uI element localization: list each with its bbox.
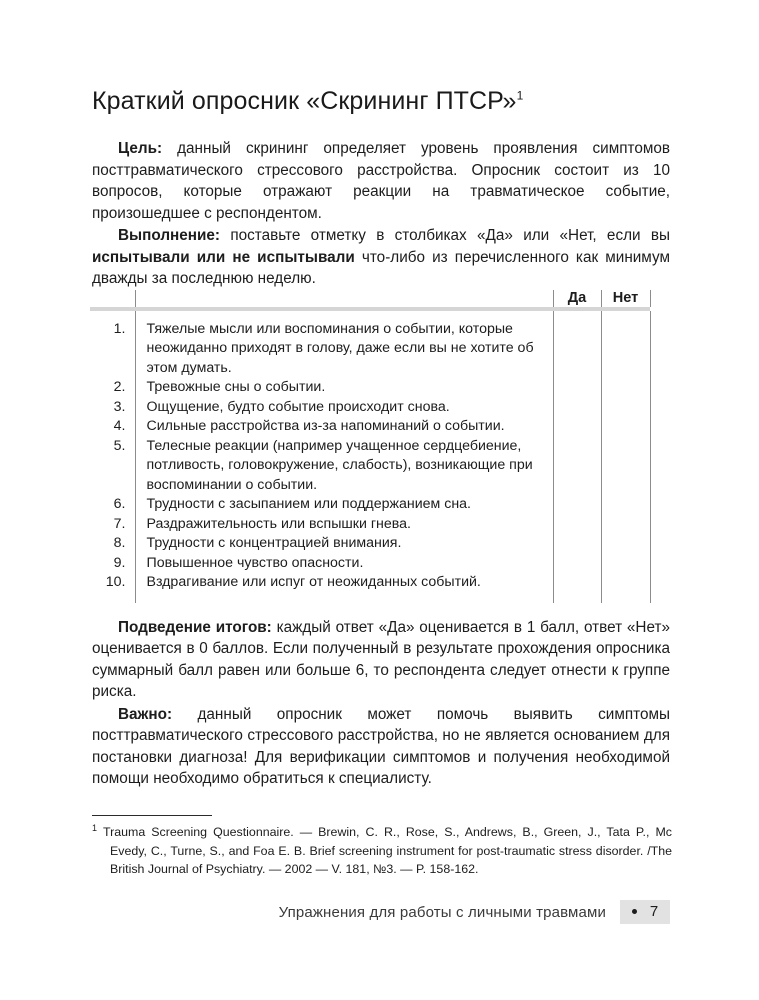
footnote-entry <box>92 823 672 879</box>
footnote-separator-rule <box>92 815 212 816</box>
row-answer-no[interactable] <box>601 378 650 398</box>
title-footnote-marker: 1 <box>516 88 524 103</box>
page-content <box>92 86 670 790</box>
instruction-label: Выполнение: <box>118 227 221 244</box>
paragraph-instruction <box>92 225 670 290</box>
row-answer-yes[interactable] <box>553 554 601 574</box>
footer-inner <box>279 900 670 924</box>
page-title-text: Краткий опросник «Скрининг ПТСР» <box>92 87 517 115</box>
table-row <box>90 495 650 515</box>
instruction-emphasis: испытывали или не испытывали <box>92 248 355 266</box>
row-number: 7. <box>113 515 126 532</box>
row-question: Повышенное чувство опасности. <box>135 554 553 574</box>
row-question: Раздражительность или вспышки гнева. <box>135 515 553 535</box>
row-question: Вздрагивание или испуг от неожиданных событий. <box>135 573 553 603</box>
purpose-label: Цель: <box>118 140 163 157</box>
scoring-text: каждый ответ «Да» оценивается в 1 балл, ответ «Нет» оценивается в 0 баллов. Если полученный в результате прохождения опросника суммарный балл равен или больше 6, то респондента следует отнести к группе риска. <box>92 618 670 700</box>
row-answer-yes[interactable] <box>553 515 601 535</box>
row-answer-yes[interactable] <box>553 311 601 379</box>
row-answer-yes[interactable] <box>553 534 601 554</box>
table-row <box>90 515 650 535</box>
row-question: Тревожные сны о событии. <box>135 378 553 398</box>
purpose-text: данный скрининг определяет уровень проявления симптомов посттравматического стрессового расстройства. Опросник состоит из 10 вопросов, которые отражают реакции на травматическое событие, произошедшее с респондентом. <box>92 140 670 222</box>
row-question: Сильные расстройства из-за напоминаний о событии. <box>135 417 553 437</box>
row-answer-no[interactable] <box>601 398 650 418</box>
page-number: 7 <box>649 903 659 920</box>
column-header-question <box>135 290 553 307</box>
page-title <box>92 86 670 116</box>
important-label: Важно: <box>118 705 173 723</box>
row-answer-no[interactable] <box>601 437 650 496</box>
table-row <box>90 573 650 603</box>
row-answer-yes[interactable] <box>553 417 601 437</box>
table-head <box>90 290 650 311</box>
row-question: Трудности с засыпанием или поддержанием сна. <box>135 495 553 515</box>
row-answer-yes[interactable] <box>553 495 601 515</box>
row-answer-no[interactable] <box>601 534 650 554</box>
important-text: данный опросник может помочь выявить симптомы посттравматического стрессового расстройства, но не является основанием для постановки диагноза! Для верификации симптомов и получения необходимой помощи необходимо обратиться к специалисту. <box>92 705 670 787</box>
column-header-no: Нет <box>601 290 650 307</box>
row-answer-yes[interactable] <box>553 573 601 603</box>
row-question: Тяжелые мысли или воспоминания о событии, которые неожиданно приходят в голову, даже если вы не хотите об этом думать. <box>135 311 553 379</box>
row-number: 8. <box>113 535 126 551</box>
table-row <box>90 417 650 437</box>
row-answer-no[interactable] <box>601 495 650 515</box>
page-number-box <box>620 900 670 924</box>
footnote-marker: 1 <box>92 822 98 833</box>
column-header-number <box>90 290 135 307</box>
row-question: Ощущение, будто событие происходит снова. <box>135 398 553 418</box>
row-number: 4. <box>113 418 126 434</box>
table-row <box>90 311 650 379</box>
table-row <box>90 378 650 398</box>
row-answer-yes[interactable] <box>553 437 601 496</box>
paragraph-purpose <box>92 138 670 224</box>
table-row <box>90 398 650 418</box>
row-answer-no[interactable] <box>601 311 650 379</box>
row-number: 9. <box>113 554 126 571</box>
row-number: 1. <box>113 320 126 337</box>
questionnaire-table-wrapper <box>90 290 650 603</box>
table-row <box>90 534 650 554</box>
row-number: 3. <box>113 398 126 415</box>
bullet-icon <box>632 909 637 914</box>
table-header-row <box>90 290 650 307</box>
row-answer-no[interactable] <box>601 417 650 437</box>
row-answer-no[interactable] <box>601 573 650 603</box>
row-number: 10. <box>105 574 126 590</box>
row-number: 5. <box>113 437 126 454</box>
paragraph-important <box>92 704 670 790</box>
row-number: 2. <box>113 379 126 395</box>
instruction-text-part1: поставьте отметку в столбиках «Да» или «Нет, если вы <box>220 227 670 244</box>
table-row <box>90 437 650 496</box>
row-answer-yes[interactable] <box>553 378 601 398</box>
table-body <box>90 311 650 603</box>
row-question: Телесные реакции (например учащенное сердцебиение, потливость, головокружение, слабость), возникающие при воспоминании о событии. <box>135 437 553 496</box>
row-answer-no[interactable] <box>601 515 650 535</box>
row-number: 6. <box>113 496 126 512</box>
running-head: Упражнения для работы с личными травмами <box>278 903 606 921</box>
row-answer-yes[interactable] <box>553 398 601 418</box>
footnote-text: Trauma Screening Questionnaire. — Brewin, C. R., Rose, S., Andrews, B., Green, J., Tata P., Mc Evedy, C., Turne, S., and Foa E. B. Brief screening instrument for post-traumatic stress disorder. /The British Journal of Psychiatry. — 2002 — V. 181, №3. — P. 158-162. <box>103 825 672 876</box>
scoring-label: Подведение итогов: <box>118 618 272 636</box>
row-question: Трудности с концентрацией внимания. <box>135 534 553 554</box>
paragraph-scoring <box>92 617 670 703</box>
footnote-block <box>92 815 672 879</box>
row-answer-no[interactable] <box>601 554 650 574</box>
questionnaire-table <box>90 290 651 603</box>
instruction-text-part2: что-либо из перечисленного как минимум дважды за последнюю неделю. <box>92 248 670 287</box>
column-header-yes: Да <box>553 290 601 307</box>
table-row <box>90 554 650 574</box>
page-footer <box>0 900 759 928</box>
